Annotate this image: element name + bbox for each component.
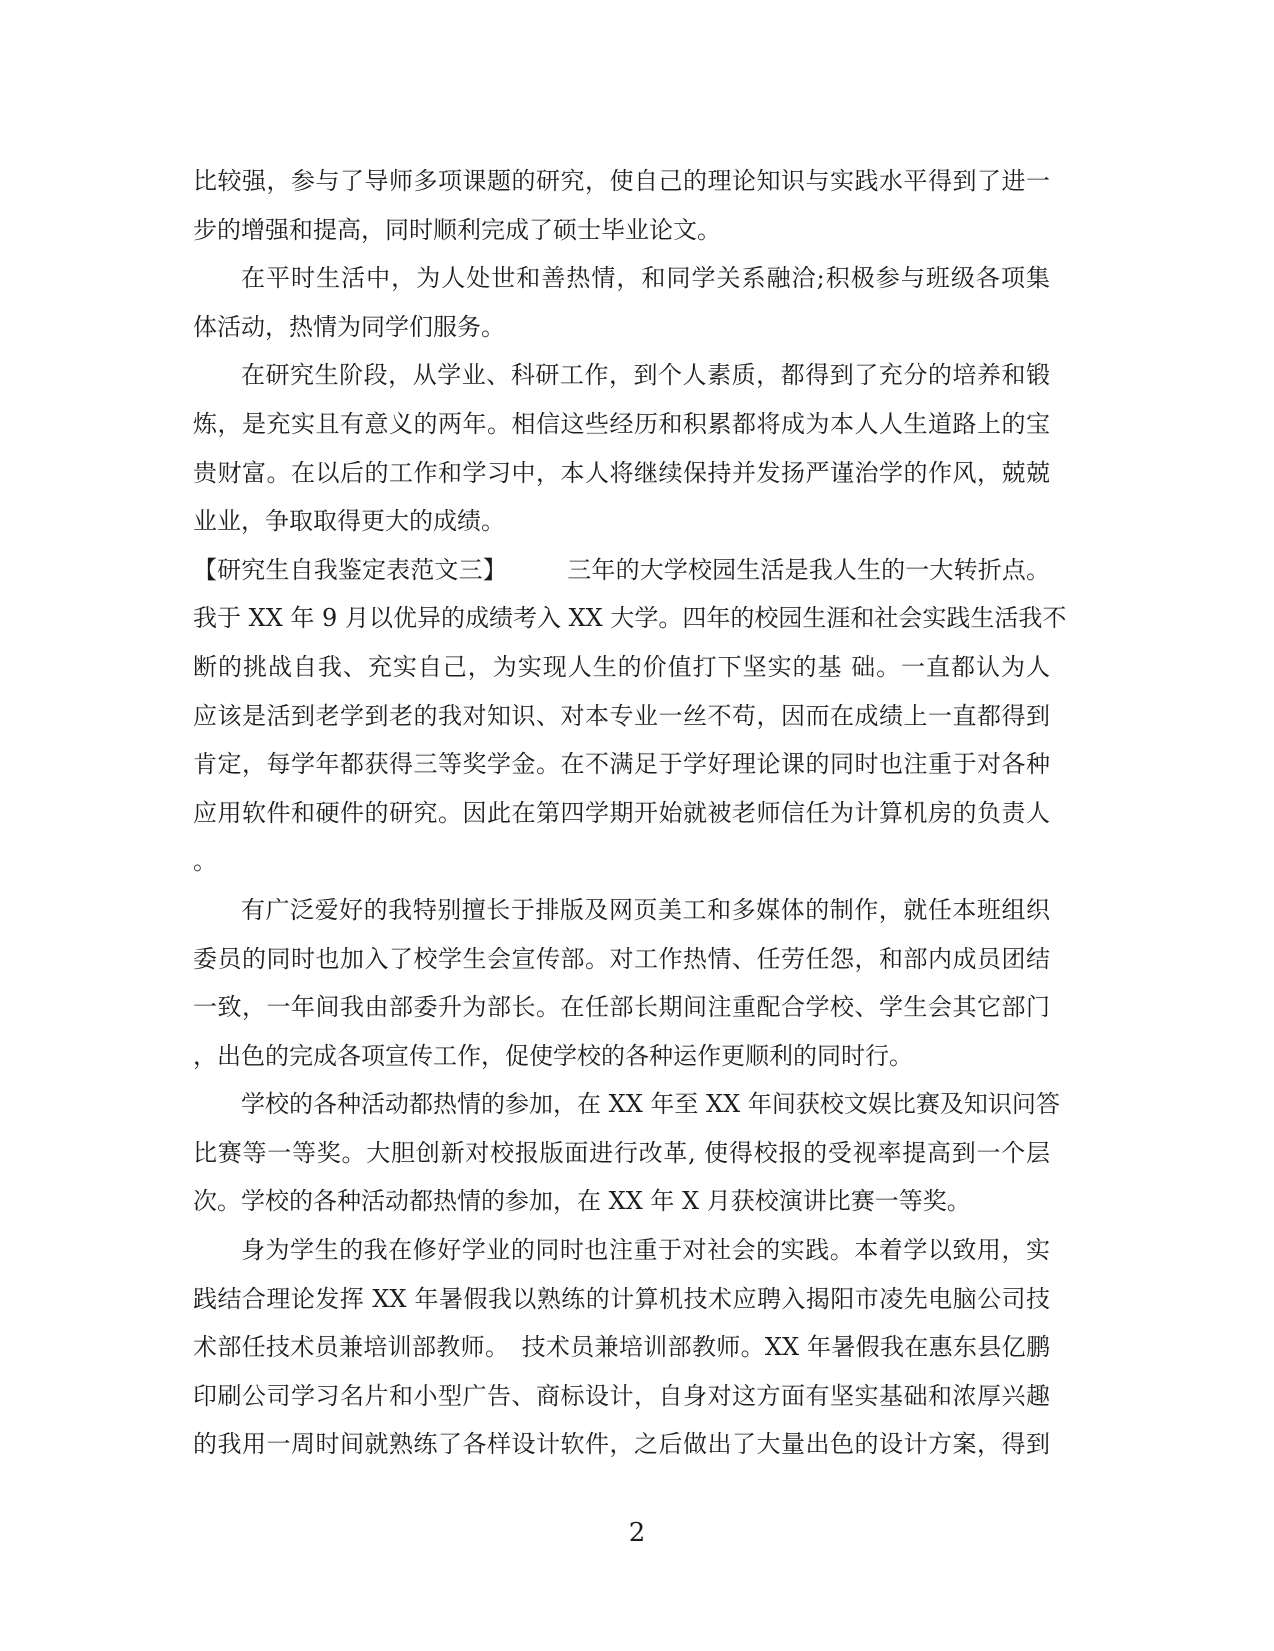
text-line: ，出色的完成各项宣传工作，促使学校的各种运作更顺利的同时行。 xyxy=(193,1041,913,1070)
text-line: 在研究生阶段，从学业、科研工作，到个人素质，都得到了充分的培养和锻 xyxy=(241,361,1050,390)
text-line: 【研究生自我鉴定表范文三】 三年的大学校园生活是我人生的一大转折点。 xyxy=(193,555,1050,584)
page-number: 2 xyxy=(628,1518,646,1548)
text-line: 炼，是充实且有意义的两年。相信这些经历和积累都将成为本人人生道路上的宝 xyxy=(193,409,1050,438)
text-line: 身为学生的我在修好学业的同时也注重于对社会的实践。本着学以致用，实 xyxy=(241,1236,1050,1265)
text-line: 贵财富。在以后的工作和学习中，本人将继续保持并发扬严谨治学的作风，兢兢 xyxy=(193,458,1050,487)
text-line: 在平时生活中，为人处世和善热情，和同学关系融洽;积极参与班级各项集 xyxy=(241,264,1050,293)
text-line: 比较强，参与了导师多项课题的研究，使自己的理论知识与实践水平得到了进一 xyxy=(193,167,1050,195)
text-line: 应该是活到老学到老的我对知识、对本专业一丝不苟，因而在成绩上一直都得到 xyxy=(193,701,1050,730)
text-line: 一致，一年间我由部委升为部长。在任部长期间注重配合学校、学生会其它部门 xyxy=(193,993,1050,1022)
text-line: 次。学校的各种活动都热情的参加，在 XX 年 X 月获校演讲比赛一等奖。 xyxy=(193,1187,971,1216)
text-line: 践结合理论发挥 XX 年暑假我以熟练的计算机技术应聘入揭阳市凌先电脑公司技 xyxy=(193,1284,1050,1313)
text-line: 印刷公司学习名片和小型广告、商标设计，自身对这方面有坚实基础和浓厚兴趣 xyxy=(193,1381,1050,1410)
text-line: 体活动，热情为同学们服务。 xyxy=(193,312,505,341)
text-line: 。 xyxy=(193,847,217,876)
text-line: 委员的同时也加入了校学生会宣传部。对工作热情、任劳任怨，和部内成员团结 xyxy=(193,944,1050,973)
text-line: 步的增强和提高，同时顺利完成了硕士毕业论文。 xyxy=(193,215,721,244)
text-line: 学校的各种活动都热情的参加，在 XX 年至 XX 年间获校文娱比赛及知识问答 xyxy=(241,1090,1060,1119)
text-line: 断的挑战自我、充实自己，为实现人生的价值打下坚实的基 础。一直都认为人 xyxy=(193,652,1050,681)
text-body xyxy=(193,157,1067,1469)
text-line: 应用软件和硬件的研究。因此在第四学期开始就被老师信任为计算机房的负责人 xyxy=(193,798,1050,827)
text-line: 比赛等一等奖。大胆创新对校报版面进行改革, 使得校报的受视率提高到一个层 xyxy=(193,1138,1050,1167)
text-line: 有广泛爱好的我特别擅长于排版及网页美工和多媒体的制作，就任本班组织 xyxy=(241,895,1050,924)
text-line: 的我用一周时间就熟练了各样设计软件，之后做出了大量出色的设计方案，得到 xyxy=(193,1430,1050,1459)
text-line: 术部任技术员兼培训部教师。 技术员兼培训部教师。XX 年暑假我在惠东县亿鹏 xyxy=(193,1333,1050,1362)
text-line: 肯定，每学年都获得三等奖学金。在不满足于学好理论课的同时也注重于对各种 xyxy=(193,750,1050,779)
text-line: 业业，争取取得更大的成绩。 xyxy=(193,507,505,536)
text-line: 我于 XX 年 9 月以优异的成绩考入 XX 大学。四年的校园生涯和社会实践生活我不 xyxy=(193,604,1067,633)
